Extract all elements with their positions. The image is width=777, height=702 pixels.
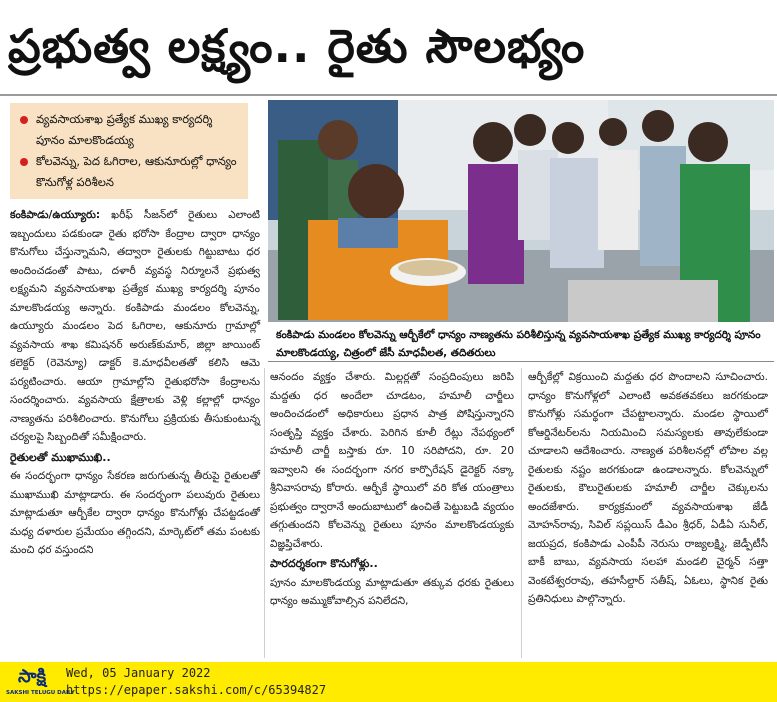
paragraph — [10, 206, 260, 447]
paragraph: పూనం మాలకొండయ్య మాట్లాడుతూ తక్కువ ధరకు రైతులు ధాన్యం అమ్ముకోవాల్సిన పనిలేదని, — [270, 576, 514, 607]
column-divider — [521, 368, 522, 658]
article-column-2 — [270, 368, 514, 611]
column-divider — [264, 368, 265, 658]
paragraph: ఆర్బీకేల్లో విక్రయించి మద్దతు ధర పొందాలని సూచించారు. ధాన్యం కొనుగోళ్లలో ఎలాంటి అవకతవకలు జరగకుండా కొనుగోళ్లు సమర్థంగా చేపట్టాలన్నారు. మండల స్థాయిలో కోఆర్డినేటర్‌లను నియమించి సమస్యలకు తావులేకుండా చూడాలని ఆదేశించారు. నాణ్యత పరిశీలనల్లో లోపాల వల్ల రైతులకు నష్టం జరగకుండా ఉండాలన్నారు. కోలవెన్నులో రైతులకు, కౌలురైతులకు హమాలీ చార్జీల చెక్కులను అందజేశారు. కార్యక్రమంలో వ్యవసాయశాఖ జేడీ మోహన్‌రావు, సివిల్ సప్లయిస్ డీఎం శ్రీధర్, ఏడీఏ సునీల్, జయప్రద, కంకిపాడు ఎంపీపీ నెరుసు రాజ్యలక్ష్మి, జెడ్పీటీసీ బాకీ బాబు, వ్యవసాయ సలహా మండలి చైర్మన్ సత్తా వెంకటేశ్వరరావు, తహసీల్దార్ సతీష్, ఏఓలు, స్థానిక రైతు ప్రతినిధులు పాల్గొన్నారు. — [528, 371, 768, 605]
logo-subtitle: SAKSHI TELUGU DAILY — [6, 690, 75, 696]
subheading: రైతులతో ముఖాముఖి.. — [10, 450, 111, 464]
highlight-item — [20, 151, 240, 193]
photo-caption: కంకిపాడు మండలం కోలవెన్ను ఆర్బీకేలో ధాన్యం నాణ్యతను పరిశీలిస్తున్న వ్యవసాయశాఖ ప్రత్యేక ముఖ్య కార్యదర్శి పూనం మాలకొండయ్య, చిత్రంలో జేసీ మాధవీలత, తదితరులు — [268, 326, 774, 362]
footer-bar — [0, 662, 777, 702]
edition-date: Wed, 05 January 2022 — [66, 666, 211, 680]
logo-text: సాక్షి — [18, 666, 46, 687]
paragraph: ఆనందం వ్యక్తం చేశారు. మిల్లర్లతో సంప్రదింపులు జరిపి మద్దతు ధర అందేలా చూడటం, హమాలీ చార్జీలు అందించడంలో అధికారులు ప్రధాన పాత్ర పోషిస్తున్నారని సంతృప్తి వ్యక్తం చేశారు. పెరిగిన కూలీ రేట్లు నేపథ్యంలో హమాలీ చార్జీ బస్తాకు రూ. 10 సరిపోదని, రూ. 20 ఇవ్వాలని ఈ సందర్భంగా నగర కార్పొరేషన్ డైరెక్టర్ నక్కా శ్రీనివాసరావు కోరారు. ఆర్బీకే స్థాయిలో వరి కోత యంత్రాలు ప్రభుత్వం ద్వారానే అందుబాటులో ఉంచితే పెట్టుబడి వ్యయం తగ్గుతుందని కోలవెన్ను రైతులు పూనం మాలకొండయ్యకు విజ్ఞప్తిచేశారు. — [270, 371, 514, 550]
bullet-icon — [20, 116, 28, 124]
subheading: పారదర్శకంగా కొనుగోళ్లు.. — [270, 557, 378, 570]
news-photo-illustration — [268, 100, 774, 322]
highlight-text: వ్యవసాయశాఖ ప్రత్యేక ముఖ్య కార్యదర్శి పూనం మాలకొండయ్య — [36, 112, 213, 147]
dateline: కంకిపాడు/ఉయ్యూరు: — [10, 209, 101, 221]
headline-divider — [0, 94, 777, 96]
article-column-3 — [528, 368, 768, 609]
paragraph-text: ఖరీఫ్ సీజన్‌లో రైతులు ఎలాంటి ఇబ్బందులు పడకుండా రైతు భరోసా కేంద్రాల ద్వారా ధాన్యం కొనుగోలు చేస్తున్నామని, తద్వారా రైతులకు గిట్టుబాటు ధర అందించడంతో పాటు, దళారీ వ్యవస్థ నిర్మూలనే ప్రభుత్వ లక్ష్యమని వ్యవసాయశాఖ ప్రత్యేక ముఖ్య కార్యదర్శి పూనం మాలకొండయ్య అన్నారు. కంకిపాడు మండలం కోలవెన్ను, ఉయ్యూరు మండలం పెద ఓగిరాల, ఆకునూరు గ్రామాల్లో వ్యవసాయ శాఖ కమిషనర్ అరుణ్‌కుమార్, జిల్లా జాయింట్ కలెక్టర్ (రెవెన్యూ) డాక్టర్ కె.మాధవీలతతో కలిసి ఆమె పర్యటించారు. ఆయా గ్రామాల్లోని రైతుభరోసా కేంద్రాలను సందర్శించారు. వ్యవసాయ క్షేత్రాలకు వెళ్లి కల్లాల్లో ధాన్యం నాణ్యతను పరిశీలించారు. కొనుగోలు ప్రక్రియకు తీసుకుంటున్న చర్యలపై సిబ్బందితో సమీక్షించారు. — [10, 209, 261, 443]
sakshi-logo — [6, 665, 75, 699]
highlight-item — [20, 109, 240, 151]
article-column-1 — [10, 206, 260, 560]
headline: ప్రభుత్వ లక్ష్యం.. రైతు సౌలభ్యం — [8, 19, 586, 73]
bullet-icon — [20, 158, 28, 166]
paragraph: ఈ సందర్భంగా ధాన్యం సేకరణ జరుగుతున్న తీరుపై రైతులతో ముఖాముఖి మాట్లాడారు. ఈ సందర్భంగా పలువురు రైతులు మాట్లాడుతూ ఆర్బీకేల ద్వారా ధాన్యం కొనుగోళ్లు చేపట్టడంతో మధ్య దళారుల ప్రమేయం తగ్గిందని, మార్కెట్‌లో తమ పంటకు మంచి ధర వస్తుందని — [10, 470, 260, 556]
highlights-box — [10, 103, 248, 199]
epaper-link[interactable]: https://epaper.sakshi.com/c/65394827 — [66, 683, 327, 697]
highlight-text: కోలవెన్ను, పెద ఓగిరాల, ఆకునూరుల్లో ధాన్యం కొనుగోళ్ల పరిశీలన — [36, 154, 237, 189]
news-photo — [268, 100, 774, 322]
